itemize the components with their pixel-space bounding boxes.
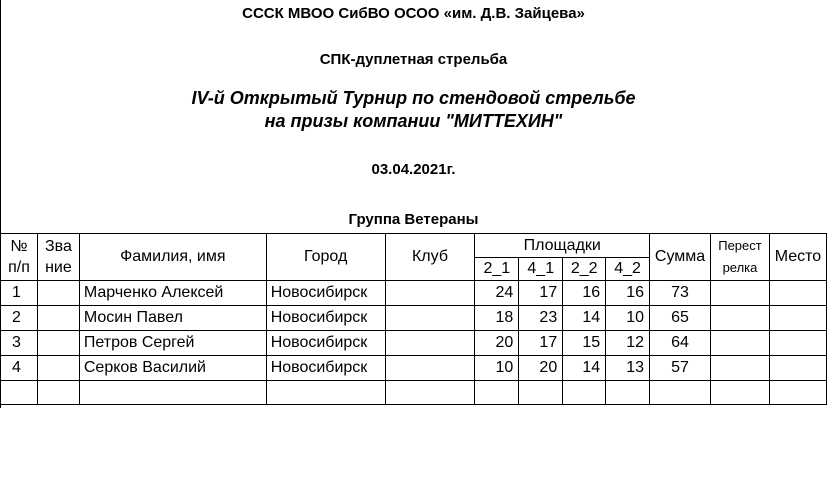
cell-name: Марченко Алексей (79, 281, 266, 306)
cell-name (79, 381, 266, 405)
cell-station-4_2: 10 (606, 306, 650, 331)
cell-rank (37, 331, 79, 356)
cell-club (385, 281, 475, 306)
cell-city: Новосибирск (266, 356, 385, 381)
cell-station-2_2 (563, 381, 606, 405)
table-row (1, 356, 827, 381)
col-header-station-4_1: 4_1 (519, 258, 563, 281)
cell-city: Новосибирск (266, 331, 385, 356)
cell-number: 1 (1, 281, 38, 306)
cell-place (769, 381, 826, 405)
cell-station-4_1: 17 (519, 281, 563, 306)
cell-number: 4 (1, 356, 38, 381)
col-header-club: Клуб (385, 234, 475, 281)
results-table (0, 233, 827, 405)
cell-number (1, 381, 38, 405)
cell-shootoff (711, 381, 770, 405)
cell-station-4_1 (519, 381, 563, 405)
col-header-place: Место (769, 234, 826, 281)
cell-station-4_2 (606, 381, 650, 405)
cell-rank (37, 356, 79, 381)
cell-name: Мосин Павел (79, 306, 266, 331)
discipline-title: СПК-дуплетная стрельба (319, 51, 508, 68)
col-header-rank: Зва ние (37, 234, 79, 281)
col-header-number: № п/п (1, 234, 38, 281)
cell-place (769, 331, 826, 356)
cell-rank (37, 306, 79, 331)
col-header-name: Фамилия, имя (79, 234, 266, 281)
tournament-title-line1: IV-й Открытый Турнир по стендовой стрельбе (191, 88, 636, 108)
cell-club (385, 356, 475, 381)
cell-station-4_1: 17 (519, 331, 563, 356)
col-header-shootoff: Перест релка (711, 234, 770, 281)
cell-station-4_1: 20 (519, 356, 563, 381)
cell-station-4_1: 23 (519, 306, 563, 331)
cell-name: Серков Василий (79, 356, 266, 381)
cell-rank (37, 281, 79, 306)
table-row (1, 281, 827, 306)
col-header-station-4_2: 4_2 (606, 258, 650, 281)
cell-station-2_1: 20 (475, 331, 519, 356)
cell-station-4_2: 12 (606, 331, 650, 356)
cell-city: Новосибирск (266, 281, 385, 306)
cell-station-2_2: 14 (563, 356, 606, 381)
cell-shootoff (711, 281, 770, 306)
col-header-station-2_2: 2_2 (563, 258, 606, 281)
col-header-total: Сумма (650, 234, 711, 281)
cell-station-2_1: 24 (475, 281, 519, 306)
table-row (1, 331, 827, 356)
cell-shootoff (711, 356, 770, 381)
group-title: Группа Ветераны (348, 211, 479, 228)
cell-shootoff (711, 331, 770, 356)
table-row-empty (1, 381, 827, 405)
cell-station-2_2: 16 (563, 281, 606, 306)
cell-shootoff (711, 306, 770, 331)
col-header-stations: Площадки (475, 234, 650, 258)
cell-station-2_2: 14 (563, 306, 606, 331)
col-header-station-2_1: 2_1 (475, 258, 519, 281)
col-header-city: Город (266, 234, 385, 281)
cell-station-4_2: 13 (606, 356, 650, 381)
event-date: 03.04.2021г. (371, 161, 456, 178)
cell-place (769, 356, 826, 381)
table-header-row (1, 234, 827, 258)
cell-club (385, 381, 475, 405)
cell-name: Петров Сергей (79, 331, 266, 356)
cell-station-2_2: 15 (563, 331, 606, 356)
cell-station-2_1 (475, 381, 519, 405)
organization-title: СССК МВОО СибВО ОСОО «им. Д.В. Зайцева» (242, 5, 585, 22)
cell-number: 3 (1, 331, 38, 356)
cell-station-2_1: 18 (475, 306, 519, 331)
table-row (1, 306, 827, 331)
tournament-title-line2: на призы компании "МИТТЕХИН" (264, 111, 563, 131)
cell-place (769, 306, 826, 331)
cell-city (266, 381, 385, 405)
cell-total: 65 (650, 306, 711, 331)
cell-rank (37, 381, 79, 405)
cell-club (385, 306, 475, 331)
cell-place (769, 281, 826, 306)
cell-total: 73 (650, 281, 711, 306)
cell-city: Новосибирск (266, 306, 385, 331)
cell-total: 57 (650, 356, 711, 381)
cell-number: 2 (1, 306, 38, 331)
cell-total: 64 (650, 331, 711, 356)
cell-club (385, 331, 475, 356)
cell-station-2_1: 10 (475, 356, 519, 381)
cell-station-4_2: 16 (606, 281, 650, 306)
cell-total (650, 381, 711, 405)
